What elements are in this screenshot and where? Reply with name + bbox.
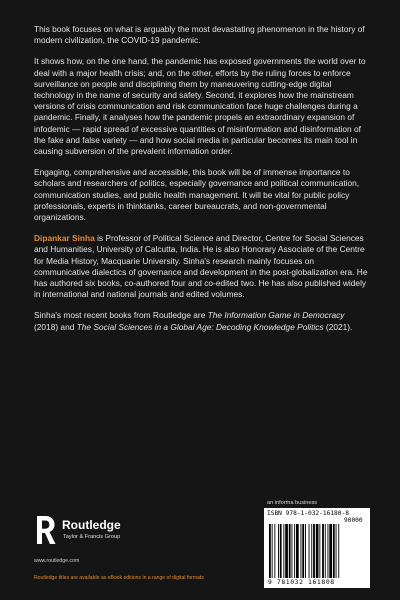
cover-footer bbox=[0, 486, 400, 600]
blurb-paragraph-3: Engaging, comprehensive and accessible, this book will be of immense importance to scholars and researchers of politics, especially governance and political communication, communication studies, and public health management. It will be vital for public policy professionals, experts in thinktanks, career bureaucrats, and non-governmental organizations. bbox=[34, 167, 360, 223]
routledge-r-icon bbox=[34, 514, 58, 546]
isbn-barcode bbox=[264, 508, 370, 588]
price-code: 90000 bbox=[344, 517, 363, 524]
author-bio-text: is Professor of Political Science and Director, Centre for Social Sciences and Humanities, University of Calcutta, India. He is also Honorary Associate of the Centre for Media History, Macquarie University. Sinha's research mainly focuses on communicative dialectics of governance and development in the post-globalization era. He has authored six books, co-authored four and co-edited two. He has also published widely in international and national journals and edited volumes. bbox=[34, 233, 368, 300]
informa-business-label: an informa business bbox=[267, 500, 318, 506]
recent-books-intro: Sinha's most recent books from Routledge are bbox=[34, 310, 208, 321]
publisher-group: Taylor & Francis Group bbox=[63, 534, 121, 540]
recent-books bbox=[34, 310, 370, 332]
cover-blurb bbox=[34, 24, 370, 343]
publisher-name: Routledge bbox=[62, 518, 121, 532]
blurb-paragraph-1: This book focuses on what is arguably the most devastating phenomenon in the history of modern civilization, the COVID-19 pandemic. bbox=[34, 24, 365, 46]
publisher-url: www.routledge.com bbox=[34, 558, 80, 564]
routledge-logo bbox=[34, 514, 154, 550]
barcode-digits: 9 781032 161808 bbox=[268, 578, 335, 586]
recent-books-end: (2021). bbox=[323, 321, 353, 332]
blurb-paragraph-2: It shows how, on the one hand, the pandemic has exposed governments the world over to deal with a major health crisis; and, on the other, efforts by the ruling forces to enforce surveillance on people and disciplining them by maneuvering cutting-edge digital technology in the name of security and safety. Second, it explores how the mainstream versions of crisis communication and risk communication face huge challenges during a pandemic. Finally, it analyses how the pandemic propels an extraordinary expansion of infodemic — rapid spread of excessive quantities of misinformation and disinformation of the fake and false variety — and how social media in particular becomes its main tool in causing subversion of the prevalent information order. bbox=[34, 56, 366, 157]
barcode-bars bbox=[268, 524, 366, 578]
author-bio bbox=[34, 233, 370, 300]
recent-book-title-2: The Social Sciences in a Global Age: Decoding Knowledge Politics bbox=[76, 321, 324, 332]
isbn-label: ISBN 978-1-032-16180-8 bbox=[267, 510, 349, 517]
author-name: Dipankar Sinha bbox=[34, 233, 95, 244]
ebook-availability-note: Routledge titles are available as eBook editions in a range of digital formats bbox=[34, 575, 204, 581]
recent-book-title-1: The Information Game in Democracy bbox=[207, 310, 345, 321]
recent-books-mid: (2018) and bbox=[34, 321, 77, 332]
